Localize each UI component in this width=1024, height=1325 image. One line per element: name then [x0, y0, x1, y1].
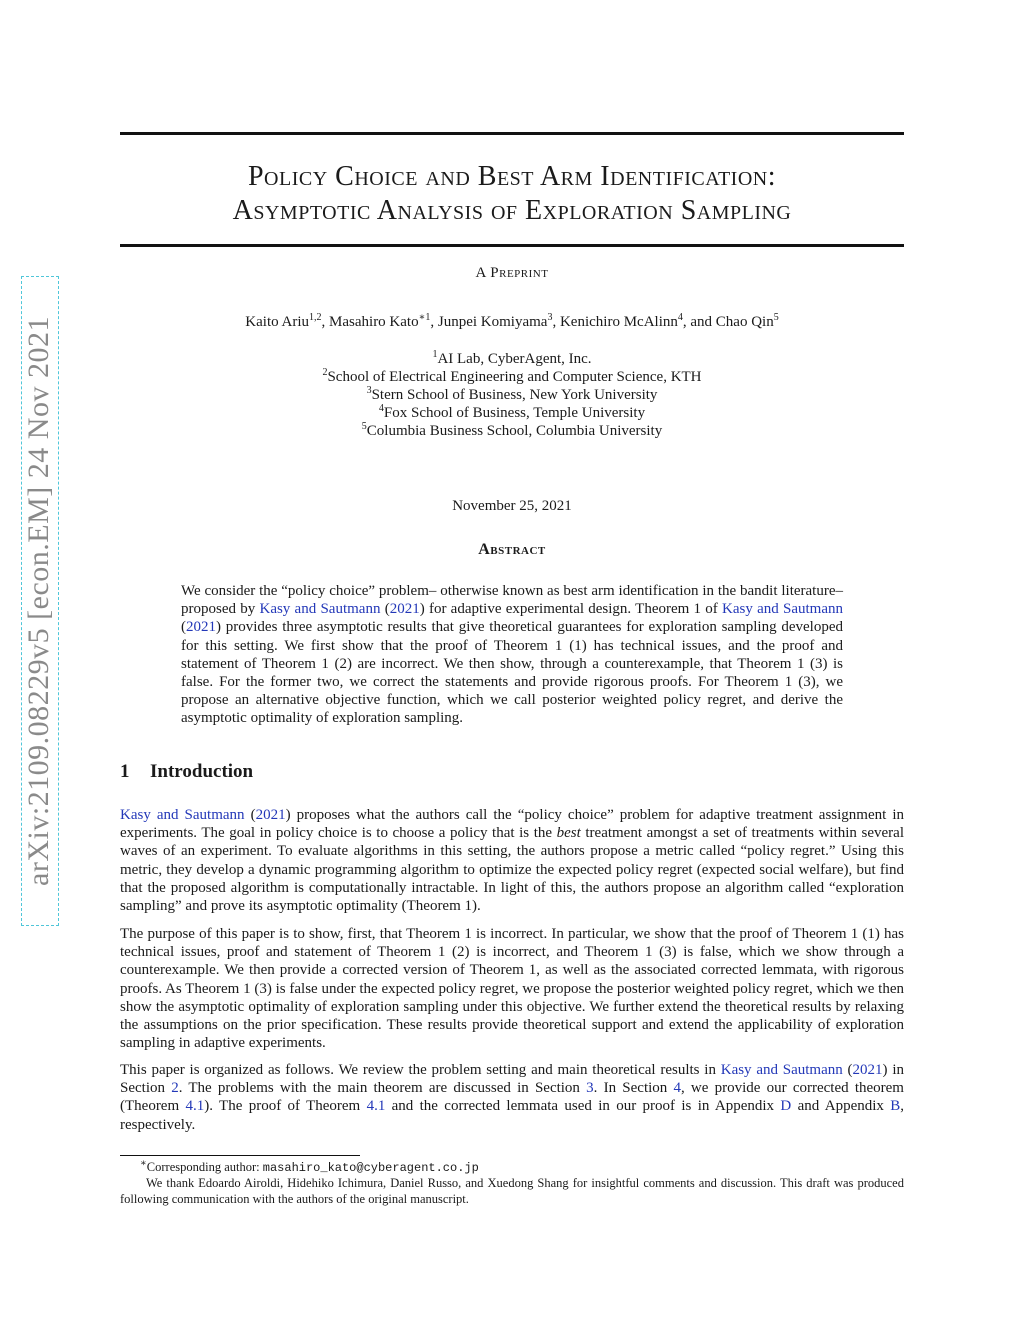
citation-year-link[interactable]: 2021 [389, 601, 420, 618]
author: Kenichiro McAlinn$^4$, and [559, 312, 716, 330]
citation-year-link[interactable]: 2021 [255, 807, 286, 823]
title-line-2: Asymptotic Analysis of Exploration Sampling [232, 195, 792, 226]
citation-year-link[interactable]: 2021 [852, 1062, 883, 1078]
appendix-d-link[interactable]: D [780, 1098, 792, 1115]
footnote-rule [120, 1155, 360, 1156]
footnote-corresponding-author: ∗Corresponding author: masahiro_kato@cyberagent.co.jp [140, 1157, 479, 1175]
affiliation: $^2$School of Electrical Engineering and Computer Science, KTH [322, 367, 702, 385]
citation-link[interactable]: Kasy and Sautmann [720, 1062, 843, 1078]
author-email[interactable]: masahiro_kato@cyberagent.co.jp [262, 1161, 479, 1175]
section-4-link[interactable]: 4 [673, 1080, 681, 1097]
section-heading [120, 761, 253, 783]
author-list [120, 314, 904, 331]
theorem-4-1-link[interactable]: 4.1 [366, 1098, 386, 1115]
intro-paragraph-3: This paper is organized as follows. We review the problem setting and main theoretical results in Kasy and Sautmann (2021) in Section 2. The problems with the main theorem are discussed in Section 3. In Section 4, we provide our corrected theorem (Theorem 4.1). The proof of Theorem 4.1 and the corrected lemmata used in our proof is in Appendix D and Appendix B, respectively. [120, 1062, 904, 1133]
preprint-label: A Preprint [475, 265, 549, 281]
section-3-link[interactable]: 3 [586, 1080, 594, 1097]
citation-year-link[interactable]: 2021 [186, 619, 216, 636]
citation-link[interactable]: Kasy and Sautmann [259, 601, 381, 618]
title-bottom-rule [120, 244, 904, 247]
author: Masahiro Kato$^{∗1}$, [329, 312, 438, 330]
intro-paragraph-2: The purpose of this paper is to show, first, that Theorem 1 is incorrect. In particular, we show that the proof of Theorem 1 (1) has technical issues, proof and statement of Theorem 1 (2) is incorrect, and Theorem 1 (3) is false, which we show through a counterexample. We then provide a corrected version of Theorem 1, as well as the associated corrected lemmata, with rigorous proofs. As Theorem 1 (3) is false under the expected policy regret, we propose the posterior weighted policy regret, which we then show the asymptotic optimality of exploration sampling under this objective. We further extend the theoretical results by relaxing the assumptions on the prior specification. These results provide theoretical support and extend the applicability of exploration sampling in adaptive experiments. [120, 926, 904, 1052]
section-2-link[interactable]: 2 [171, 1080, 179, 1097]
affiliation: $^3$Stern School of Business, New York University [366, 385, 658, 403]
appendix-b-link[interactable]: B [890, 1098, 901, 1115]
footnote-acknowledgements: We thank Edoardo Airoldi, Hidehiko Ichimura, Daniel Russo, and Xuedong Shang for insightful comments and discussion. This draft was produced following communication with the authors of the original manuscript. [120, 1176, 904, 1206]
section-number: 1 [120, 761, 130, 782]
affiliation: $^4$Fox School of Business, Temple University [378, 403, 646, 421]
abstract-heading: Abstract [478, 541, 546, 558]
author: Chao Qin$^5$ [715, 312, 779, 330]
citation-link[interactable]: Kasy and Sautmann [722, 601, 843, 618]
arxiv-id: arXiv:2109.08229v5 [econ.EM] 24 Nov 2021 [22, 316, 55, 886]
affiliation: $^1$AI Lab, CyberAgent, Inc. [432, 349, 592, 367]
title-line-1: Policy Choice and Best Arm Identification: [247, 161, 776, 192]
author: Kaito Ariu$^{1,2}$, [245, 312, 330, 330]
affiliation-list [120, 350, 904, 440]
affiliation: $^5$Columbia Business School, Columbia University [361, 421, 663, 439]
arxiv-sidebar-stamp [21, 276, 59, 926]
author: Junpei Komiyama$^3$, [437, 312, 560, 330]
title-top-rule [120, 132, 904, 135]
section-title: Introduction [150, 761, 254, 782]
paper-title [120, 160, 904, 228]
abstract-body: We consider the “policy choice” problem– otherwise known as best arm identification in the bandit literature– proposed by Kasy and Sautmann (2021) for adaptive experimental design. Theorem 1 of Kasy and Sautmann (2021) provides three asymptotic results that give theoretical guarantees for exploration sampling developed for this setting. We first show that the proof of Theorem 1 (1) has technical issues, and the proof and statement of Theorem 1 (2) are incorrect. We then show, through a counterexample, that Theorem 1 (3) is false. For the former two, we correct the statements and provide rigorous proofs. For Theorem 1 (3), we propose an alternative objective function, which we call posterior weighted policy regret, and derive the asymptotic optimality of exploration sampling. [181, 583, 843, 727]
theorem-4-1-link[interactable]: 4.1 [185, 1098, 205, 1115]
publication-date: November 25, 2021 [452, 498, 572, 514]
citation-link[interactable]: Kasy and Sautmann [120, 807, 245, 823]
intro-paragraph-1: Kasy and Sautmann (2021) proposes what the authors call the “policy choice” problem for adaptive treatment assignment in experiments. The goal in policy choice is to choose a policy that is the best treatment amongst a set of treatments within several waves of an experiment. To evaluate algorithms in this setting, the authors propose a metric called “policy regret.” Using this metric, they develop a dynamic programming algorithm to optimize the expected policy regret (expected social welfare), but find that the proposed algorithm is computationally intractable. In light of this, the authors propose an algorithm called “exploration sampling” and prove its asymptotic optimality (Theorem 1). [120, 807, 904, 915]
